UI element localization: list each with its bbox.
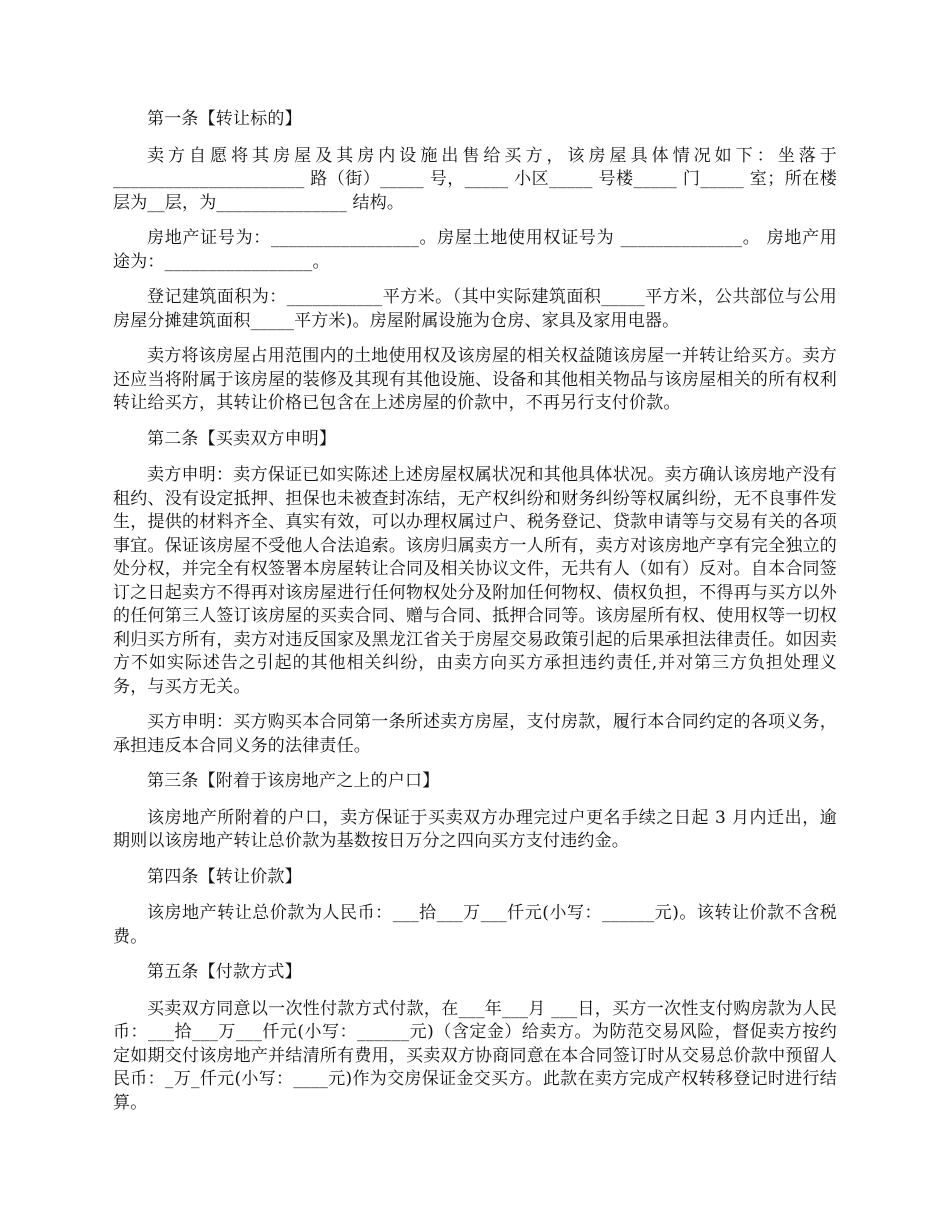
- article-2-seller-statement: 卖方申明：卖方保证已如实陈述上述房屋权属状况和其他具体状况。卖方确认该房地产没有租约、没有设定抵押、担保也未被查封冻结，无产权纠纷和财务纠纷等权属纠纷，无不良事件发生，提供的材料齐全、真实有效，可以办理权属过户、税务登记、贷款申请等与交易有关的各项事宜。保证该房屋不受他人合法追索。该房归属卖方一人所有，卖方对该房地产享有完全独立的处分权，并完全有权签署本房屋转让合同及相关协议文件，无共有人（如有）反对。自本合同签订之日起卖方不得再对该房屋进行任何物权处分及附加任何物权、债权负担，不得再与买方以外的任何第三人签订该房屋的买卖合同、赠与合同、抵押合同等。该房屋所有权、使用权等一切权利归买方所有，卖方对违反国家及黑龙江省关于房屋交易政策引起的后果承担法律责任。如因卖方不如实际述告之引起的其他相关纠纷，由卖方向买方承担违约责任,并对第三方负担处理义务，与买方无关。: [113, 465, 837, 697]
- article-3-body: 该房地产所附着的户口，卖方保证于买卖双方办理完过户更名手续之日起 3 月内迁出，逾期则以该房地产转让总价款为基数按日万分之四向买方支付违约金。: [113, 807, 837, 851]
- document-body: [113, 108, 837, 1127]
- article-1-building-area: 登记建筑面积为：___________平方米。（其中实际建筑面积_____平方米，公共部位与公用房屋分摊建筑面积_____平方米)。房屋附属设施为仓房、家具及家用电器。: [113, 287, 837, 331]
- article-1-certificate-numbers: 房地产证号为：_________________。房屋土地使用权证号为 ______________。 房地产用途为：_________________。: [113, 228, 837, 272]
- article-1-rights-transfer: 卖方将该房屋占用范围内的土地使用权及该房屋的相关权益随该房屋一并转让给买方。卖方还应当将附属于该房屋的装修及其现有其他设施、设备和其他相关物品与该房屋相关的所有权利转让给买方，其转让价格已包含在上述房屋的价款中，不再另行支付价款。: [113, 346, 837, 413]
- article-5-body: 买卖双方同意以一次性付款方式付款，在___年___月 ___日，买方一次性支付购房款为人民币：___拾___万___仟元(小写：______元)（含定金）给卖方。为防范交易风险，督促卖方按约定如期交付该房地产并结清所有费用，买卖双方协商同意在本合同签订时从交易总价款中预留人民币：_万_仟元(小写：____元)作为交房保证金交买方。此款在卖方完成产权转移登记时进行结算。: [113, 998, 837, 1113]
- article-4-body: 该房地产转让总价款为人民币：___拾___万___仟元(小写：______元)。该转让价款不含税费。: [113, 903, 837, 947]
- article-5-heading: 第五条【付款方式】: [147, 962, 302, 982]
- article-4-heading: 第四条【转让价款】: [147, 866, 302, 887]
- article-2-buyer-statement: 买方申明：买方购买本合同第一条所述卖方房屋，支付房款，履行本合同约定的各项义务，承担违反本合同义务的法律责任。: [113, 712, 837, 756]
- article-3-heading: 第三条【附着于该房地产之上的户口】: [147, 771, 440, 791]
- article-1-property-location: 卖方自愿将其房屋及其房内设施出售给买方，该房屋具体情况如下：坐落于______________________ 路（街）_____ 号，_____ 小区_____ 号楼_____ 门_____ 室；所在楼层为__层，为_______________ 结构。: [113, 145, 837, 213]
- article-1-heading: 第一条【转让标的】: [147, 109, 302, 129]
- article-2-heading: 第二条【买卖双方申明】: [147, 428, 337, 449]
